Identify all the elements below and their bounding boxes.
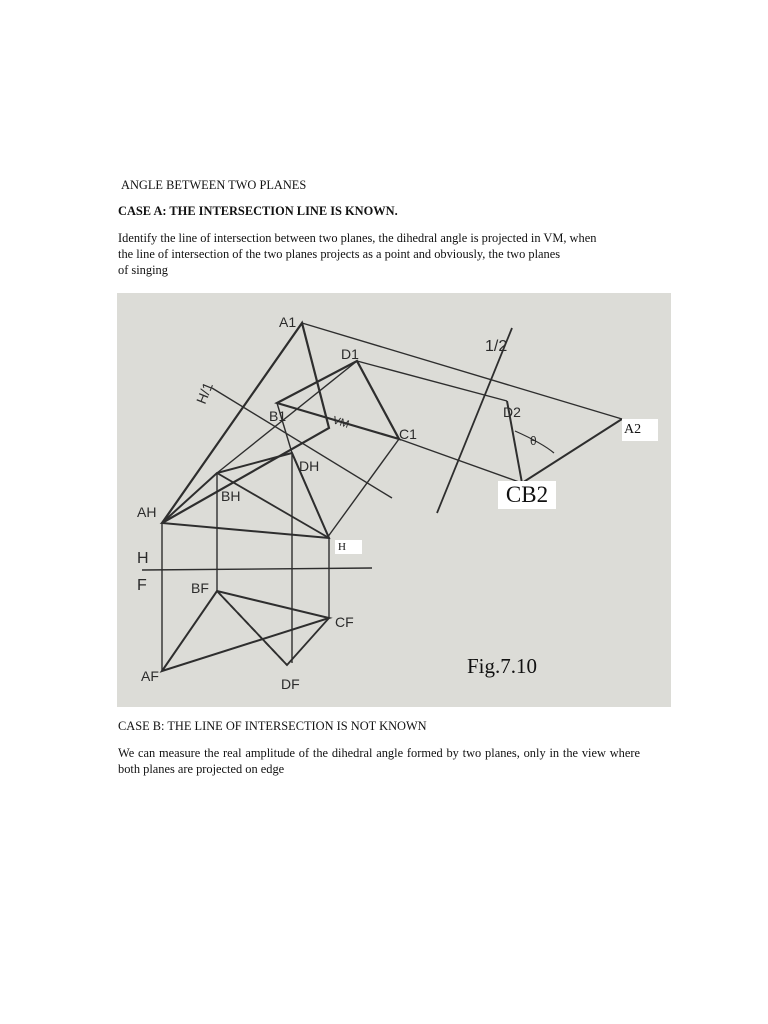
case-b-heading: CASE B: THE LINE OF INTERSECTION IS NOT KNOWN [118, 719, 427, 733]
case-a-line-3: of singing [118, 263, 168, 277]
triangle-a1-b1-c1 [162, 323, 329, 523]
figure-7-10 [117, 293, 671, 707]
label-axis-12: 1/2 [485, 338, 508, 355]
label-d1: D1 [341, 346, 359, 362]
case-a-paragraph [118, 230, 640, 278]
label-b1: B1 [269, 408, 287, 424]
axis-hf [142, 568, 372, 570]
label-cf: CF [335, 614, 354, 630]
label-hf-h: H [137, 550, 149, 567]
figure-caption: Fig.7.10 [467, 654, 538, 678]
descriptive-geometry-drawing [117, 293, 671, 707]
label-d2: D2 [503, 404, 521, 420]
label-c1: C1 [399, 426, 417, 442]
label-a1: A1 [279, 314, 297, 330]
document-title: ANGLE BETWEEN TWO PLANES [121, 178, 307, 192]
dashed-d1-c1 [357, 361, 399, 439]
label-dh: DH [299, 458, 320, 474]
label-ah: AH [137, 504, 157, 520]
case-a-line-1: Identify the line of intersection between two planes, the dihedral angle is projected in VM, when [118, 231, 597, 245]
label-vm: VM [331, 414, 351, 431]
case-b-paragraph: We can measure the real amplitude of the dihedral angle formed by two planes, only in the view where both planes are projected on edge [118, 746, 640, 776]
label-box-cb2: CB2 [498, 481, 556, 509]
label-bh: BH [221, 488, 241, 504]
label-theta: θ [530, 434, 537, 448]
case-a-heading: CASE A: THE INTERSECTION LINE IS KNOWN. [118, 204, 398, 218]
label-hf-f: F [137, 577, 147, 594]
label-box-h: H [335, 540, 362, 554]
triangle-frontal-view [162, 591, 329, 671]
label-h1-axis: H/1 [192, 379, 216, 407]
label-box-a2: A2 [622, 419, 658, 441]
label-bf: BF [191, 580, 209, 596]
label-af: AF [141, 668, 159, 684]
label-df: DF [281, 676, 300, 692]
case-a-line-2: the line of intersection of the two planes projects as a point and obviously, the two planes [118, 247, 561, 261]
